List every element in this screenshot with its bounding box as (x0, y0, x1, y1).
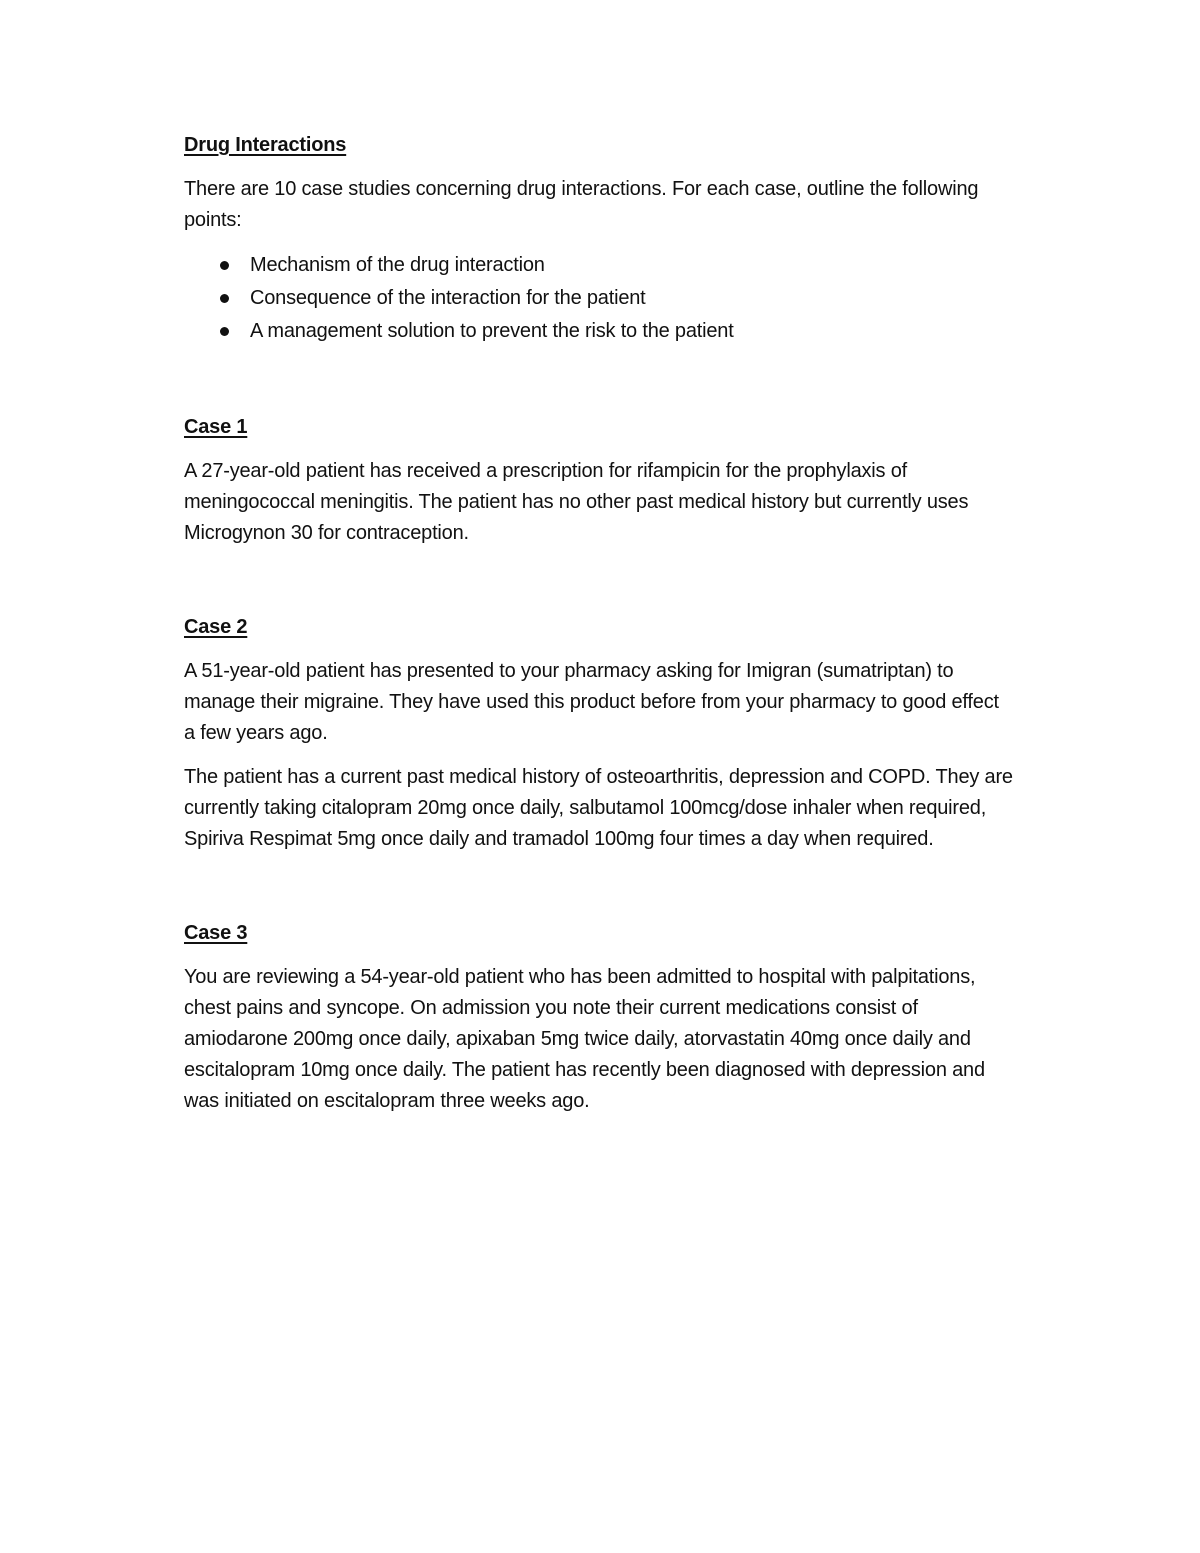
case-1-heading: Case 1 (184, 416, 248, 438)
case-2-section (184, 612, 1014, 855)
bullet-icon (220, 327, 229, 336)
bullet-icon (220, 261, 229, 270)
list-item (184, 249, 1014, 282)
document-title: Drug Interactions (184, 134, 347, 156)
document-page (184, 130, 1014, 1130)
case-3-heading: Case 3 (184, 922, 248, 944)
list-item-text: Consequence of the interaction for the patient (250, 287, 646, 309)
list-item-text: A management solution to prevent the risk to the patient (250, 320, 734, 342)
list-item (184, 315, 1014, 348)
spacer (184, 562, 1014, 612)
spacer (184, 868, 1014, 918)
intro-paragraph: There are 10 case studies concerning drug interactions. For each case, outline the following points: (184, 178, 979, 231)
case-2-heading: Case 2 (184, 616, 248, 638)
spacer (184, 348, 1014, 412)
list-item-text: Mechanism of the drug interaction (250, 254, 545, 276)
case-2-paragraph-2: The patient has a current past medical history of osteoarthritis, depression and COPD. They are currently taking citalopram 20mg once daily, salbutamol 100mcg/dose inhaler when required, Spiriva Respimat 5mg once daily and tramadol 100mg four times a day when required. (184, 766, 1013, 850)
case-2-paragraph-1: A 51-year-old patient has presented to your pharmacy asking for Imigran (sumatriptan) to manage their migraine. They have used this product before from your pharmacy to good effect a few years ago. (184, 660, 999, 744)
bullet-icon (220, 294, 229, 303)
case-3-section (184, 918, 1014, 1117)
case-1-paragraph: A 27-year-old patient has received a prescription for rifampicin for the prophylaxis of meningococcal meningitis. The patient has no other past medical history but currently uses Microgynon 30 for contraception. (184, 460, 969, 544)
case-3-paragraph: You are reviewing a 54-year-old patient who has been admitted to hospital with palpitations, chest pains and syncope. On admission you note their current medications consist of amiodarone 200mg once daily, apixaban 5mg twice daily, atorvastatin 40mg once daily and escitalopram 10mg once daily. The patient has recently been diagnosed with depression and was initiated on escitalopram three weeks ago. (184, 966, 985, 1112)
case-1-section (184, 412, 1014, 549)
list-item (184, 282, 1014, 315)
points-list (184, 249, 1014, 348)
